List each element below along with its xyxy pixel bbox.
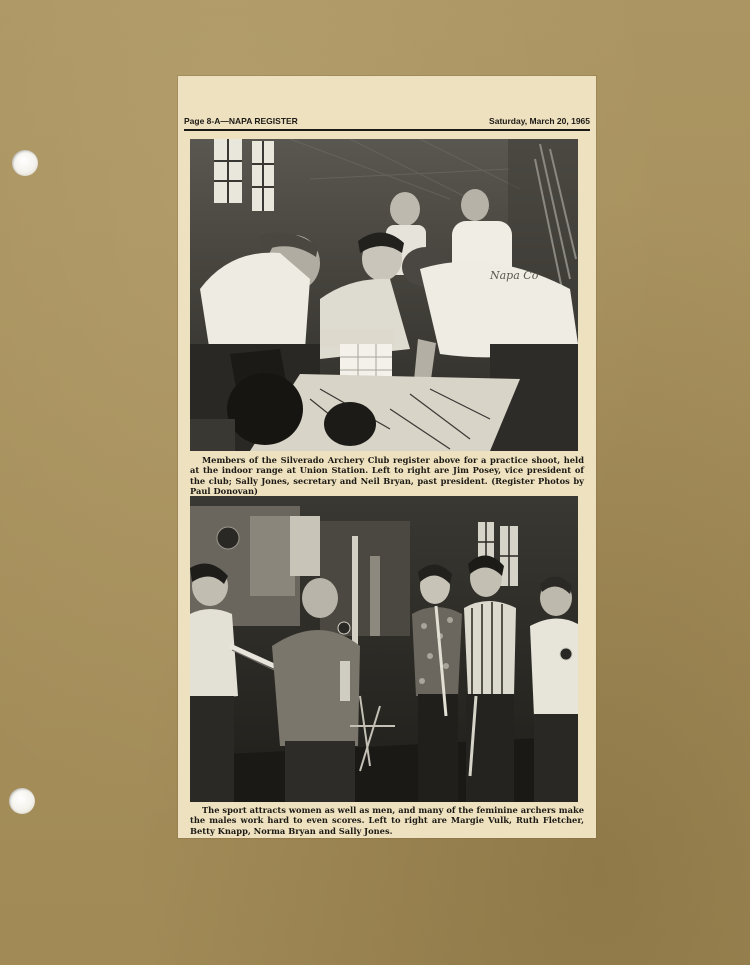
photo-archery-registration <box>190 139 578 451</box>
newspaper-masthead <box>184 114 590 131</box>
registration-photo-image <box>190 139 578 451</box>
page-label: Page 8-A—NAPA REGISTER <box>184 116 298 126</box>
binder-punch-hole <box>12 150 38 176</box>
photo-caption-top: Members of the Silverado Archery Club register above for a practice shoot, held at the indoor range at Union Station. Left to right are Jim Posey, vice president of the club; Sally Jones, secretary and Neil Bryan, past president. (Register Photos by Paul Donovan) <box>190 455 584 497</box>
newspaper-clipping <box>178 76 596 838</box>
women-archers-photo-image <box>190 496 578 802</box>
shirt-lettering: Napa Co <box>490 269 539 282</box>
photo-caption-bottom: The sport attracts women as well as men, and many of the feminine archers make the males work hard to even scores. Left to right are Margie Vulk, Ruth Fletcher, Betty Knapp, Norma Bryan and Sally Jones. <box>190 805 584 836</box>
binder-punch-hole <box>9 788 35 814</box>
photo-women-archers <box>190 496 578 802</box>
issue-date: Saturday, March 20, 1965 <box>489 116 590 126</box>
